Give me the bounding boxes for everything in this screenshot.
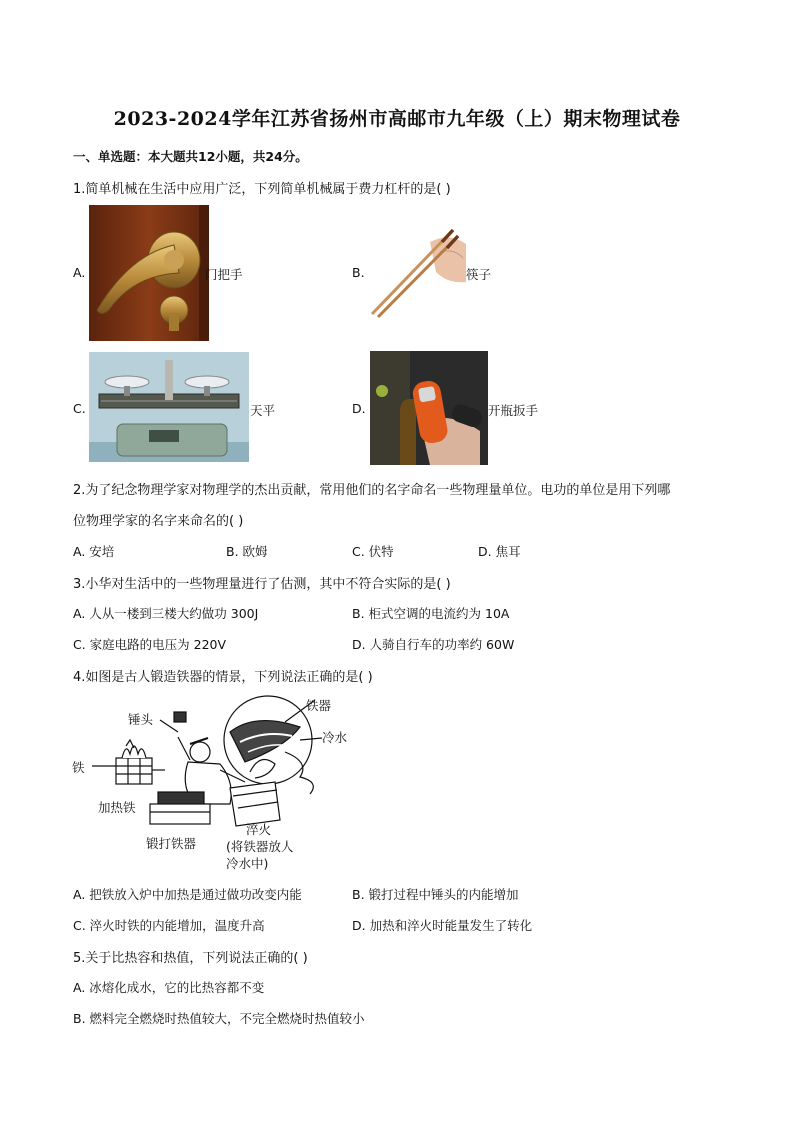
chopsticks-image — [368, 222, 468, 320]
q1-option-a-label: A. — [73, 265, 86, 280]
label-quench-2: (将铁器放人 — [226, 839, 294, 854]
q1-option-b-label: B. — [352, 265, 365, 280]
label-iron: 铁 — [72, 760, 85, 775]
q4-option-b: B. 锻打过程中锤头的内能增加 — [352, 887, 519, 902]
question-5-stem: 5.关于比热容和热值，下列说法正确的( ) — [73, 951, 308, 966]
q1-option-c-label: C. — [73, 401, 86, 416]
q2-option-a: A. 安培 — [73, 544, 115, 559]
q1-option-d-text: 开瓶扳手 — [488, 403, 539, 418]
bottle-opener-image — [370, 351, 488, 465]
balance-scale-image — [89, 352, 249, 462]
q1-option-a-text: 门把手 — [205, 267, 243, 282]
q4-option-a: A. 把铁放入炉中加热是通过做功改变内能 — [73, 887, 302, 902]
q1-option-b-text: 筷子 — [466, 267, 492, 282]
q4-option-d: D. 加热和淬火时能量发生了转化 — [352, 918, 533, 933]
label-quench-3: 冷水中) — [226, 856, 269, 870]
forging-illustration — [70, 692, 370, 870]
q2-option-d: D. 焦耳 — [478, 544, 521, 559]
question-4-stem: 4.如图是古人锻造铁器的情景，下列说法正确的是( ) — [73, 670, 373, 685]
section-heading: 一、单选题：本大题共12小题，共24分。 — [73, 149, 308, 164]
question-2-stem-line1: 2.为了纪念物理学家对物理学的杰出贡献，常用他们的名字命名一些物理量单位。电功的单位是用下列哪 — [73, 483, 671, 498]
label-forging: 锻打铁器 — [146, 836, 197, 851]
q3-option-a: A. 人从一楼到三楼大约做功 300J — [73, 606, 259, 621]
q2-option-b: B. 欧姆 — [226, 544, 268, 559]
label-ironware: 铁器 — [306, 698, 332, 713]
q4-option-c: C. 淬火时铁的内能增加，温度升高 — [73, 918, 265, 933]
q1-option-d-label: D. — [352, 401, 366, 416]
question-2-stem-line2: 位物理学家的名字来命名的( ) — [73, 514, 244, 529]
label-heating-iron: 加热铁 — [98, 800, 136, 815]
door-handle-image — [89, 205, 209, 341]
q5-option-a: A. 冰熔化成水，它的比热容都不变 — [73, 980, 265, 995]
question-1-stem: 1.简单机械在生活中应用广泛，下列简单机械属于费力杠杆的是( ) — [73, 182, 451, 197]
page-title: 2023-2024学年江苏省扬州市高邮市九年级（上）期末物理试卷 — [113, 108, 681, 130]
q5-option-b: B. 燃料完全燃烧时热值较大，不完全燃烧时热值较小 — [73, 1011, 365, 1026]
label-hammer: 锤头 — [128, 712, 154, 727]
label-quench-1: 淬火 — [246, 822, 272, 837]
q2-option-c: C. 伏特 — [352, 544, 394, 559]
label-cold-water: 冷水 — [322, 730, 348, 745]
question-3-stem: 3.小华对生活中的一些物理量进行了估测，其中不符合实际的是( ) — [73, 577, 451, 592]
q3-option-b: B. 柜式空调的电流约为 10A — [352, 606, 510, 621]
q3-option-c: C. 家庭电路的电压为 220V — [73, 637, 227, 652]
q1-option-c-text: 天平 — [250, 403, 276, 418]
q3-option-d: D. 人骑自行车的功率约 60W — [352, 637, 515, 652]
